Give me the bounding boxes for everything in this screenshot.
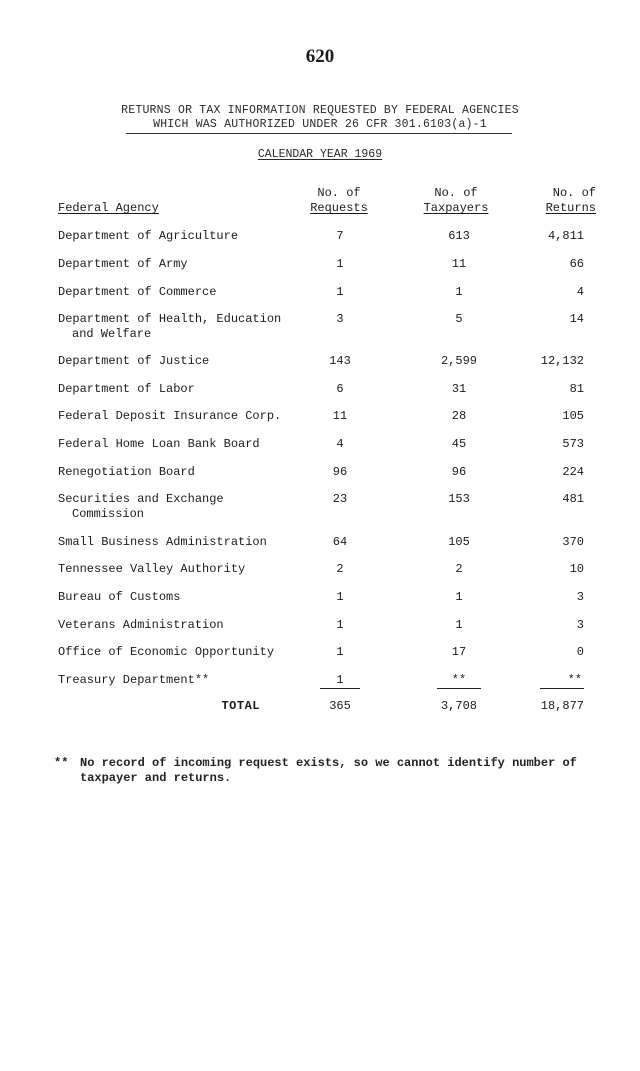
taxpayers-cell: 153 [448,492,470,506]
returns-cell: 105 [562,409,584,423]
requests-cell: 4 [336,437,344,451]
header-taxpayers-bottom: Taxpayers [423,201,489,215]
returns-cell: 12,132 [540,354,584,368]
total-label: TOTAL [221,699,260,713]
returns-cell: 81 [569,382,584,396]
taxpayers-cell: 17 [451,645,467,659]
agency-cell: Treasury Department** [58,673,210,687]
header-taxpayers [420,186,492,216]
returns-cell: 4 [576,285,584,299]
agency-cell: Department of Army [58,257,188,271]
taxpayers-cell: 613 [448,229,470,243]
taxpayers-cell: 1 [455,590,463,604]
requests-cell: 1 [336,285,344,299]
taxpayers-cell: 105 [448,535,470,549]
requests-cell: 2 [336,562,344,576]
header-returns [538,186,596,216]
taxpayers-cell: 5 [455,312,463,326]
header-federal-agency [58,201,159,216]
page-number: 620 [305,46,335,67]
requests-cell: 11 [332,409,348,423]
requests-cell: 7 [336,229,344,243]
agency-cell: Veterans Administration [58,618,224,632]
agency-cell: Renegotiation Board [58,465,195,479]
total-returns: 18,877 [540,699,584,713]
agency-cell: Tennessee Valley Authority [58,562,246,576]
agency-cell: Department of Agriculture [58,229,239,243]
table-title-line-1: RETURNS OR TAX INFORMATION REQUESTED BY FEDERAL AGENCIES [121,104,519,117]
returns-value: ** [540,673,584,689]
taxpayers-cell: 2,599 [440,354,477,368]
requests-cell: 1 [336,645,344,659]
requests-cell: 64 [332,535,348,549]
returns-cell: 3 [576,590,584,604]
requests-cell: 6 [336,382,344,396]
returns-cell: 224 [562,465,584,479]
taxpayers-cell [424,673,494,689]
returns-cell: 10 [569,562,584,576]
header-requests-top: No. of [317,186,361,200]
total-taxpayers: 3,708 [440,699,477,713]
agency-cell: Federal Home Loan Bank Board [58,437,260,451]
taxpayers-value: ** [437,673,481,689]
requests-value: 1 [320,673,360,689]
returns-cell: 3 [576,618,584,632]
taxpayers-cell: 31 [451,382,467,396]
agency-cell: Federal Deposit Insurance Corp. [58,409,282,423]
taxpayers-cell: 2 [455,562,463,576]
total-requests: 365 [329,699,351,713]
returns-cell: 481 [562,492,584,506]
returns-cell [520,673,584,689]
requests-cell: 1 [336,590,344,604]
agency-cell: Bureau of Customs [58,590,181,604]
agency-continuation: Commission [72,507,145,521]
header-returns-bottom: Returns [545,201,596,215]
requests-cell: 96 [332,465,348,479]
requests-cell: 3 [336,312,344,326]
agency-cell: Department of Justice [58,354,210,368]
requests-cell: 1 [336,618,344,632]
agency-cell: Office of Economic Opportunity [58,645,275,659]
header-agency-label: Federal Agency [58,201,159,215]
footnote-line-1: No record of incoming request exists, so we cannot identify number of [80,756,577,770]
header-returns-top: No. of [552,186,596,200]
taxpayers-cell: 1 [455,618,463,632]
footnote-mark: ** [54,756,69,770]
footnote-line-2: taxpayer and returns. [80,771,232,785]
returns-cell: 66 [569,257,584,271]
table-title-line-2: WHICH WAS AUTHORIZED UNDER 26 CFR 301.6103(a)-1 [153,118,487,131]
calendar-year-subtitle [0,148,640,161]
agency-cell: Department of Commerce [58,285,217,299]
taxpayers-cell: 28 [451,409,467,423]
requests-cell [310,673,370,689]
returns-cell: 370 [562,535,584,549]
header-taxpayers-top: No. of [434,186,478,200]
agency-cell: Department of Labor [58,382,195,396]
agency-cell: Department of Health, Education and Welfare [58,312,298,342]
footnote [54,756,594,786]
returns-cell: 14 [569,312,584,326]
requests-cell: 23 [332,492,348,506]
header-requests-bottom: Requests [310,201,368,215]
title-underline [126,133,512,134]
requests-cell: 1 [336,257,344,271]
returns-cell: 4,811 [547,229,584,243]
taxpayers-cell: 11 [451,257,467,271]
requests-cell: 143 [329,354,351,368]
taxpayers-cell: 45 [451,437,467,451]
agency-continuation: and Welfare [72,327,152,341]
agency-cell: Small Business Administration [58,535,267,549]
returns-cell: 573 [562,437,584,451]
calendar-year-text: CALENDAR YEAR 1969 [257,148,383,161]
header-requests [305,186,373,216]
taxpayers-cell: 1 [455,285,463,299]
taxpayers-cell: 96 [451,465,467,479]
returns-cell: 0 [576,645,584,659]
agency-cell: Securities and Exchange Commission [58,492,298,522]
